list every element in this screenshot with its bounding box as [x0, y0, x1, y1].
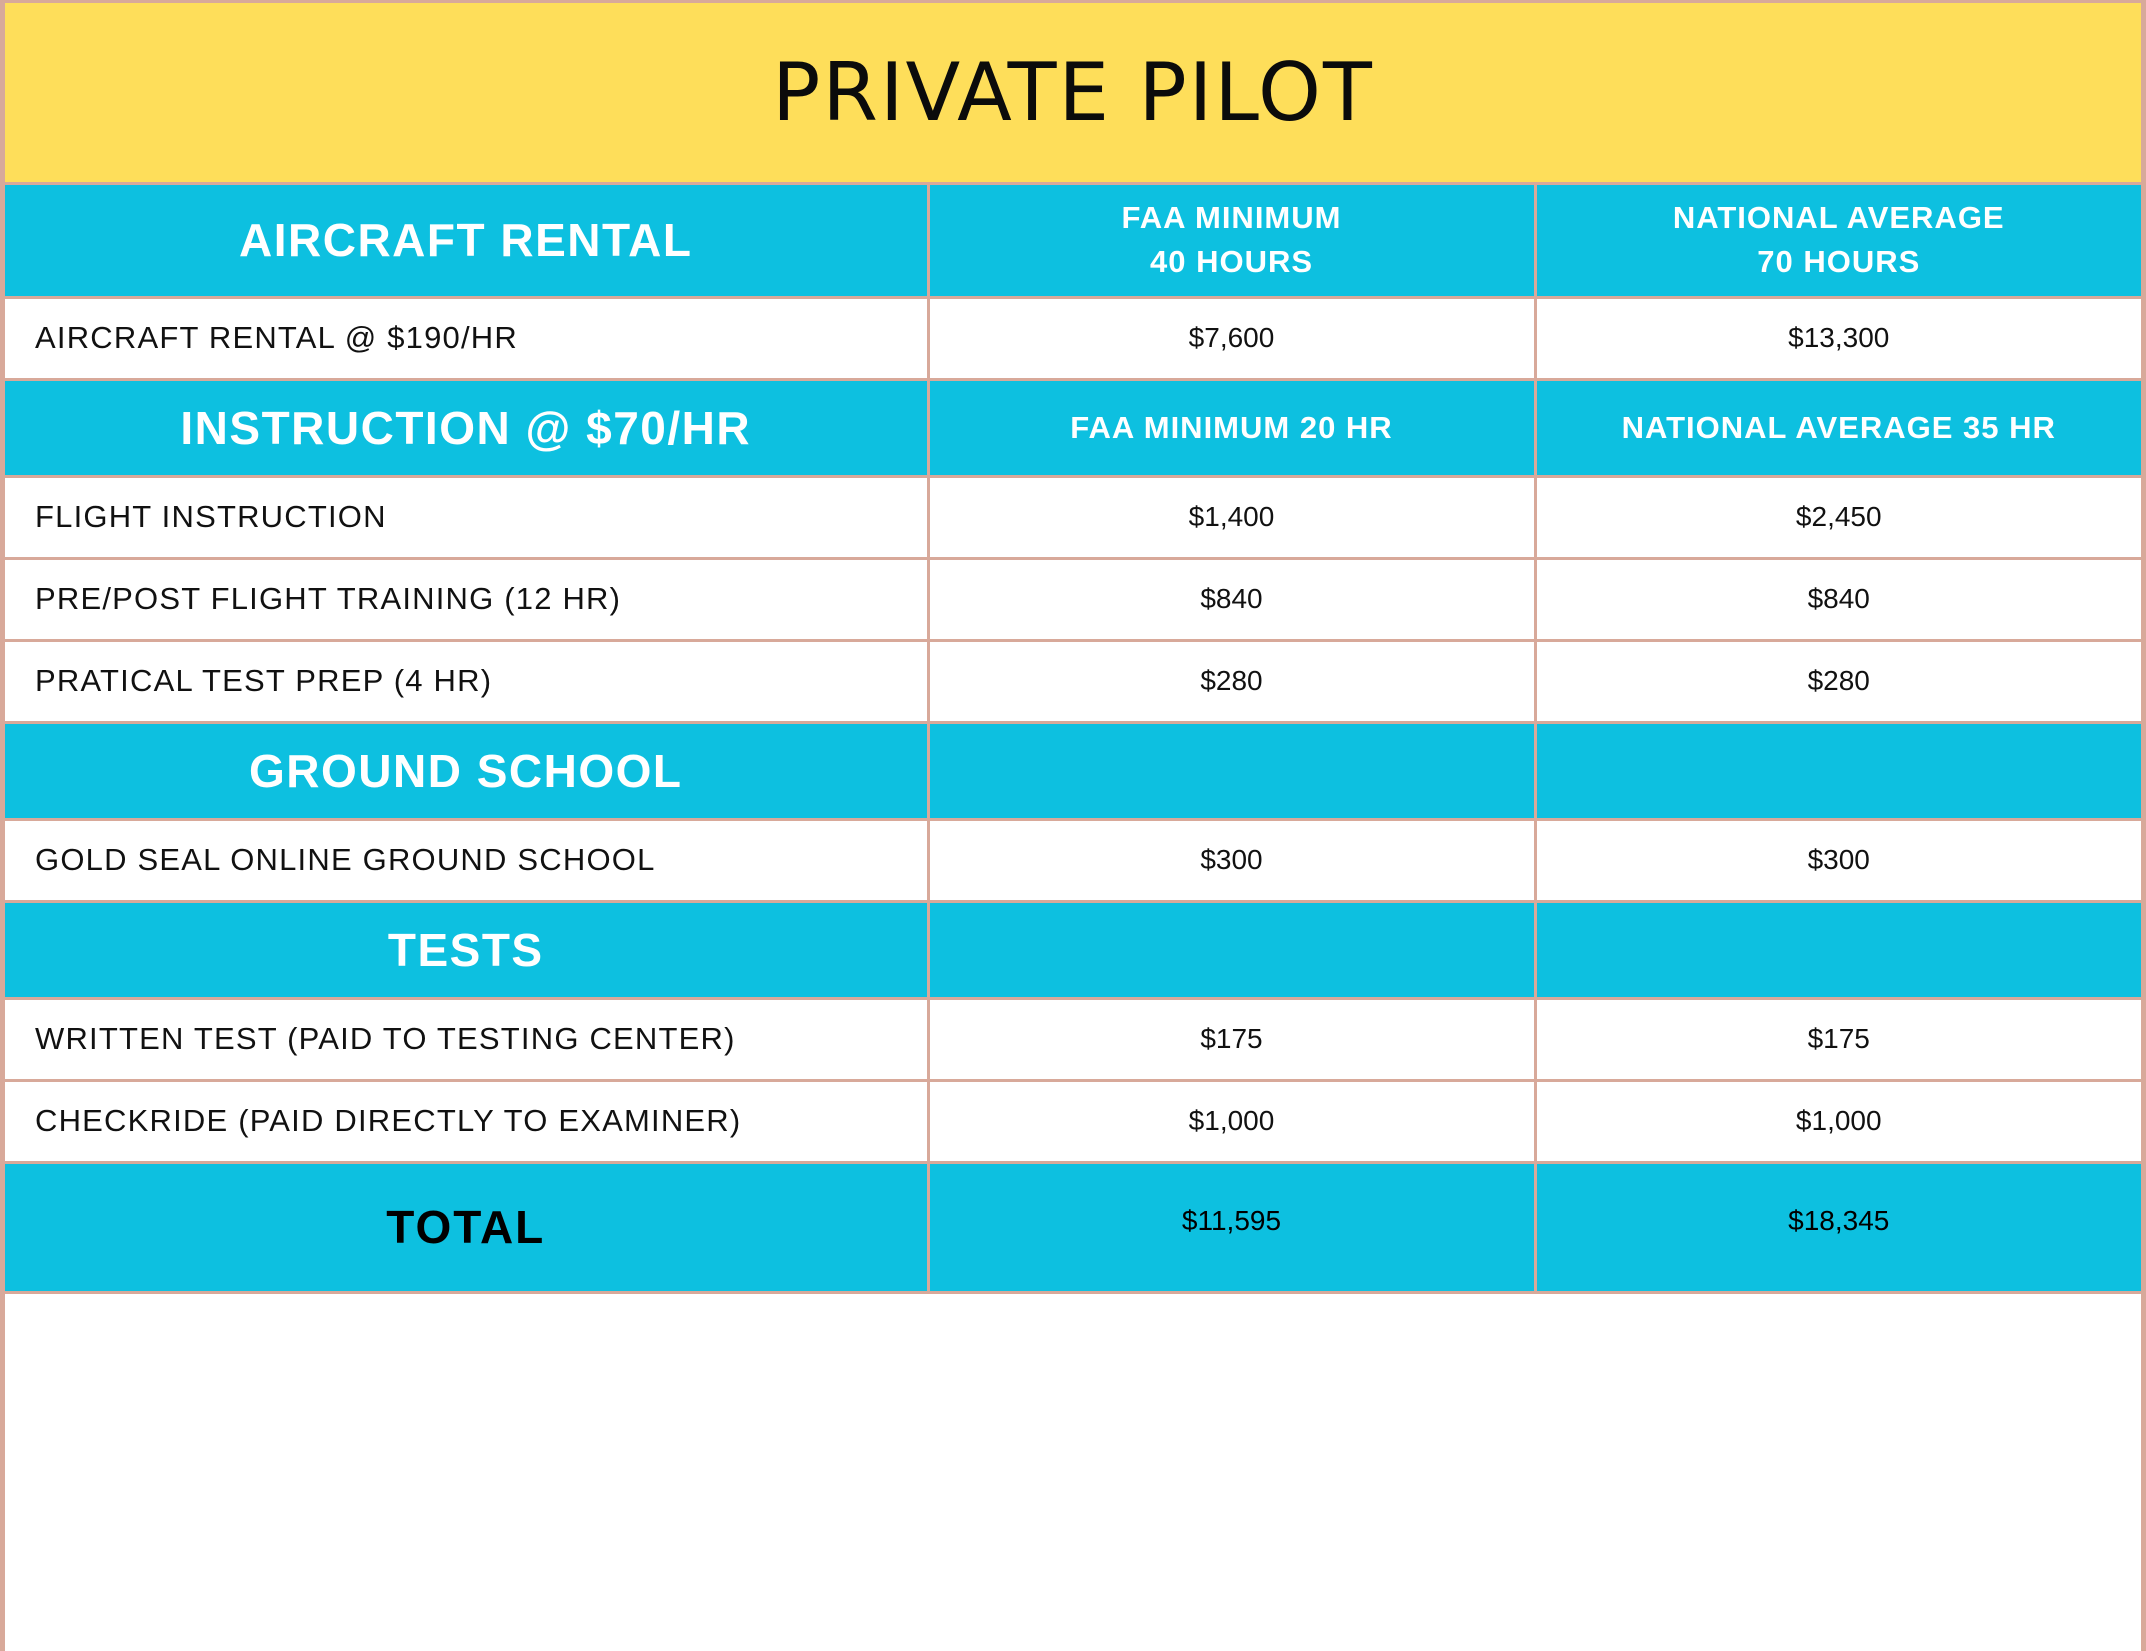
- row-label: CHECKRIDE (PAID DIRECTLY TO EXAMINER): [5, 1080, 928, 1162]
- column-header-faa-minimum: [928, 185, 1535, 297]
- row-label: WRITTEN TEST (PAID TO TESTING CENTER): [5, 998, 928, 1080]
- column-header-national-line1: NATIONAL AVERAGE: [1672, 200, 2005, 236]
- total-faa-minimum-value: $11,595: [928, 1162, 1535, 1292]
- column-header-national-line2: 70 HOURS: [1757, 244, 1921, 280]
- empty-header-cell: [1535, 722, 2141, 819]
- faa-minimum-value: $1,400: [928, 476, 1535, 558]
- table-row: [5, 640, 2141, 722]
- total-national-average-value: $18,345: [1535, 1162, 2141, 1292]
- faa-minimum-value: $300: [928, 819, 1535, 901]
- column-header-faa-line2: 40 HOURS: [1149, 244, 1314, 280]
- table-row: [5, 1080, 2141, 1162]
- faa-minimum-value: $1,000: [928, 1080, 1535, 1162]
- column-header-faa-line1: FAA MINIMUM: [1121, 200, 1342, 236]
- table-row: [5, 998, 2141, 1080]
- cost-table: [5, 185, 2141, 1294]
- total-row: [5, 1162, 2141, 1292]
- national-average-value: $1,000: [1535, 1080, 2141, 1162]
- empty-header-cell: [928, 722, 1535, 819]
- faa-minimum-value: $280: [928, 640, 1535, 722]
- section-header-instruction: [5, 379, 2141, 476]
- section-label-aircraft-rental: AIRCRAFT RENTAL: [5, 185, 928, 297]
- section-header-tests: [5, 901, 2141, 998]
- title-banner: [5, 3, 2141, 185]
- section-label-instruction: INSTRUCTION @ $70/HR: [5, 379, 928, 476]
- national-average-value: $175: [1535, 998, 2141, 1080]
- table-row: [5, 558, 2141, 640]
- section-header-aircraft-rental: [5, 185, 2141, 297]
- column-header-national-average: [1535, 185, 2141, 297]
- table-row: [5, 476, 2141, 558]
- section-header-ground-school: [5, 722, 2141, 819]
- row-label: PRATICAL TEST PREP (4 HR): [5, 640, 928, 722]
- section-label-ground-school: GROUND SCHOOL: [5, 722, 928, 819]
- faa-minimum-value: $840: [928, 558, 1535, 640]
- empty-header-cell: [1535, 901, 2141, 998]
- total-label: TOTAL: [5, 1162, 928, 1292]
- faa-minimum-value: $175: [928, 998, 1535, 1080]
- empty-header-cell: [928, 901, 1535, 998]
- national-average-value: $13,300: [1535, 297, 2141, 379]
- row-label: AIRCRAFT RENTAL @ $190/HR: [5, 297, 928, 379]
- table-row: [5, 297, 2141, 379]
- section-label-tests: TESTS: [5, 901, 928, 998]
- column-header-faa-minimum-hours: FAA MINIMUM 20 HR: [928, 379, 1535, 476]
- row-label: GOLD SEAL ONLINE GROUND SCHOOL: [5, 819, 928, 901]
- national-average-value: $280: [1535, 640, 2141, 722]
- row-label: PRE/POST FLIGHT TRAINING (12 HR): [5, 558, 928, 640]
- national-average-value: $840: [1535, 558, 2141, 640]
- page-title: PRIVATE PILOT: [772, 46, 1374, 139]
- column-header-national-average-hours: NATIONAL AVERAGE 35 HR: [1535, 379, 2141, 476]
- table-row: [5, 819, 2141, 901]
- national-average-value: $2,450: [1535, 476, 2141, 558]
- national-average-value: $300: [1535, 819, 2141, 901]
- faa-minimum-value: $7,600: [928, 297, 1535, 379]
- row-label: FLIGHT INSTRUCTION: [5, 476, 928, 558]
